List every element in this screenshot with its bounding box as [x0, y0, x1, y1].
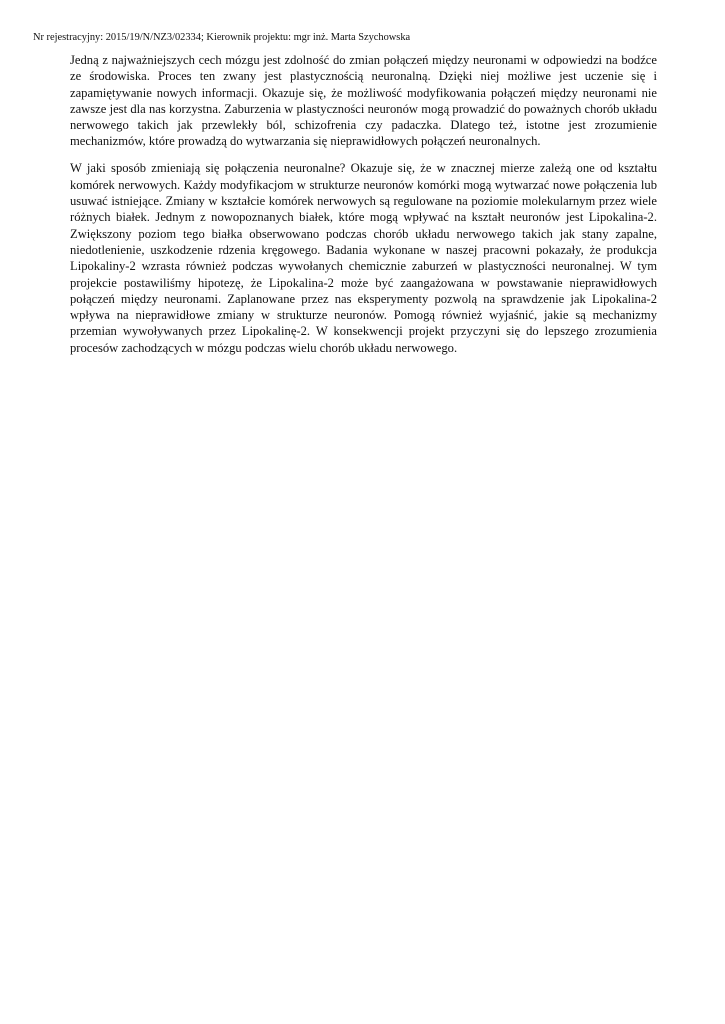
paragraph-2: W jaki sposób zmieniają się połączenia neuronalne? Okazuje się, że w znacznej mierze zależą one od kształtu komórek nerwowych. Każdy modyfikacjom w strukturze neuronów komórki mogą wytwarzać nowe połączenia lub usuwać istniejące. Zmiany w kształcie komórek nerwowych są regulowane na poziomie molekularnym przez wiele różnych białek. Jednym z nowopoznanych białek, które mogą wpływać na kształt neuronów jest Lipokalina-2. Zwiększony poziom tego białka obserwowano podczas chorób układu nerwowego takich jak stany zapalne, niedotlenienie, uszkodzenie rdzenia kręgowego. Badania wykonane w naszej pracowni pokazały, że produkcja Lipokaliny-2 wzrasta również podczas wywołanych chemicznie zaburzeń w plastyczności neuronalnej. W tym projekcie postawiliśmy hipotezę, że Lipokalina-2 może być zaangażowana w powstawanie nieprawidłowych połączeń między neuronami. Zaplanowane przez nas eksperymenty pozwolą na sprawdzenie jak Lipokalina-2 wpływa na nieprawidłowe zmiany w strukturze neuronów. Pomogą również wyjaśnić, jakie są mechanizmy przemian wywoływanych przez Lipokalinę-2. W konsekwencji projekt przyczyni się do lepszego zrozumienia procesów zachodzących w mózgu podczas wielu chorób układu nerwowego. — [70, 161, 657, 355]
paragraph-1: Jedną z najważniejszych cech mózgu jest zdolność do zmian połączeń między neuronami w odpowiedzi na bodźce ze środowiska. Proces ten zwany jest plastycznością neuronalną. Dzięki niej możliwe jest uczenie się i zapamiętywanie nowych informacji. Okazuje się, że możliwość modyfikowania połączeń między neuronami nie zawsze jest dla nas korzystna. Zaburzenia w plastyczności neuronów mogą prowadzić do poważnych chorób układu nerwowego takich jak przewlekły ból, schizofrenia czy padaczka. Dlatego też, istotne jest zrozumienie mechanizmów, które prowadzą do wytwarzania się nieprawidłowych połączeń neuronalnych. — [70, 53, 657, 149]
document-body — [70, 52, 657, 356]
page-header: Nr rejestracyjny: 2015/19/N/NZ3/02334; Kierownik projektu: mgr inż. Marta Szychowska — [33, 32, 411, 43]
